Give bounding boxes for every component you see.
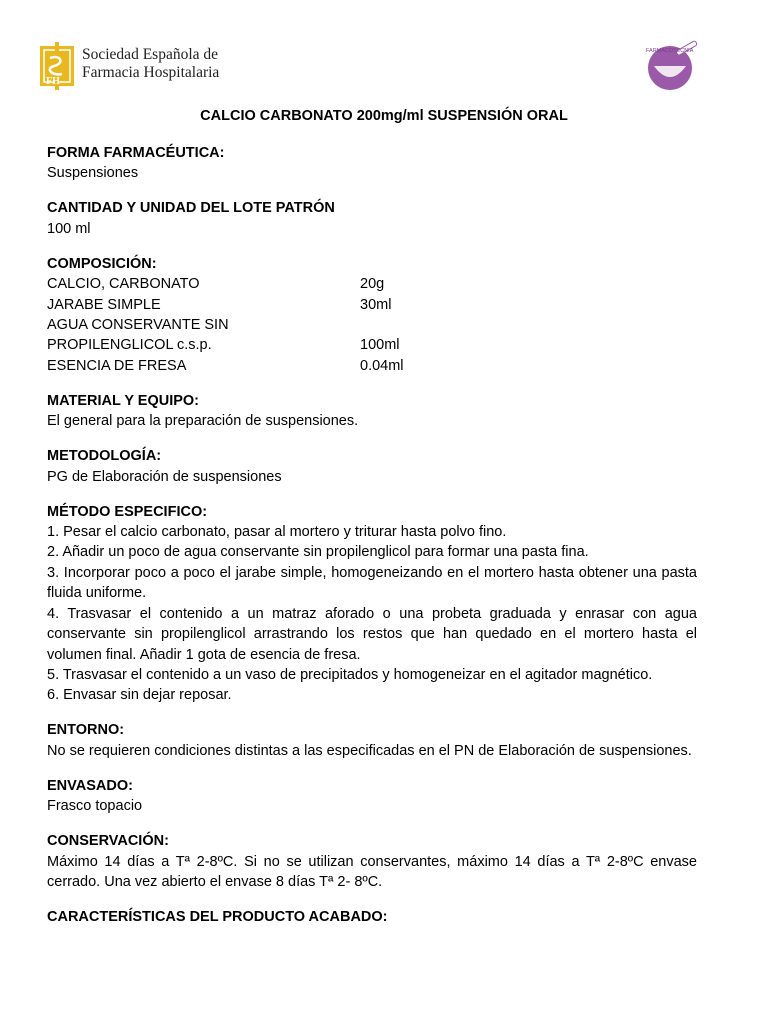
- section-composicion: [47, 254, 697, 376]
- section-text: No se requieren condiciones distintas a las especificadas en el PN de Elaboración de suspensiones.: [47, 742, 692, 759]
- svg-text:FH: FH: [46, 76, 60, 87]
- section-metodologia: [47, 446, 697, 487]
- organization-name: [82, 46, 219, 82]
- ingredient-name: AGUA CONSERVANTE SIN: [47, 317, 229, 334]
- composition-row: [47, 295, 697, 315]
- section-metodo: [47, 502, 697, 706]
- section-heading: MÉTODO ESPECIFICO:: [47, 503, 208, 520]
- section-material: [47, 391, 697, 432]
- document-title: CALCIO CARBONATO 200mg/ml SUSPENSIÓN ORAL: [200, 108, 568, 124]
- section-cantidad: [47, 198, 697, 239]
- ingredient-quantity: 20g: [360, 276, 385, 293]
- method-step: 5. Trasvasar el contenido a un vaso de precipitados y homogeneizar en el agitador magnético.: [47, 666, 653, 683]
- ingredient-name: ESENCIA DE FRESA: [47, 357, 187, 374]
- sefh-seal-icon: [38, 40, 78, 92]
- section-text: PG de Elaboración de suspensiones: [47, 468, 282, 485]
- section-heading: CONSERVACIÓN:: [47, 833, 169, 850]
- ingredient-name: JARABE SIMPLE: [47, 296, 161, 313]
- section-envasado: [47, 776, 697, 817]
- farmacotecnia-logo: [640, 40, 704, 92]
- composition-row: [47, 356, 697, 376]
- org-name-line2: Farmacia Hospitalaria: [82, 64, 220, 81]
- document-body: [47, 143, 697, 942]
- section-entorno: [47, 720, 697, 761]
- org-name-line1: Sociedad Española de: [82, 46, 219, 63]
- method-step: 4. Trasvasar el contenido a un matraz aforado o una probeta graduada y enrasar con agua conservante sin propilenglicol arrastrando los restos que han quedado en el mortero hasta el volumen final. Añadir 1 gota de esencia de fresa.: [47, 605, 697, 663]
- sefh-logo: [38, 40, 228, 92]
- ingredient-name: CALCIO, CARBONATO: [47, 276, 200, 293]
- section-text: El general para la preparación de suspensiones.: [47, 413, 359, 430]
- section-heading: ENTORNO:: [47, 722, 125, 739]
- section-forma: [47, 143, 697, 184]
- section-text: Máximo 14 días a Tª 2-8ºC. Si no se utilizan conservantes, máximo 14 días a Tª 2-8ºC envase cerrado. Una vez abierto el envase 8 días Tª 2- 8ºC.: [47, 853, 697, 890]
- composition-row: [47, 274, 697, 294]
- method-step: 6. Envasar sin dejar reposar.: [47, 687, 232, 704]
- section-text: Frasco topacio: [47, 798, 143, 815]
- section-heading: CARACTERÍSTICAS DEL PRODUCTO ACABADO:: [47, 908, 388, 925]
- section-heading: FORMA FARMACÉUTICA:: [47, 145, 225, 161]
- section-text: 100 ml: [47, 220, 91, 237]
- svg-text:FARMACOTECNIA: FARMACOTECNIA: [646, 48, 694, 54]
- ingredient-quantity: 0.04ml: [360, 357, 404, 374]
- composition-row: [47, 315, 697, 335]
- method-step: 2. Añadir un poco de agua conservante sin propilenglicol para formar una pasta fina.: [47, 544, 589, 561]
- section-heading: ENVASADO:: [47, 777, 133, 794]
- ingredient-quantity: 100ml: [360, 337, 400, 354]
- section-heading: CANTIDAD Y UNIDAD DEL LOTE PATRÓN: [47, 200, 335, 217]
- composition-row: [47, 335, 697, 355]
- section-heading: METODOLOGÍA:: [47, 448, 162, 465]
- section-heading: MATERIAL Y EQUIPO:: [47, 392, 200, 409]
- method-step: 1. Pesar el calcio carbonato, pasar al mortero y triturar hasta polvo fino.: [47, 524, 507, 541]
- mortar-pestle-icon: [640, 40, 704, 92]
- section-text: Suspensiones: [47, 165, 139, 182]
- section-conservacion: [47, 831, 697, 892]
- section-heading: COMPOSICIÓN:: [47, 255, 157, 272]
- ingredient-name: PROPILENGLICOL c.s.p.: [47, 337, 212, 354]
- section-caracteristicas: [47, 907, 697, 927]
- method-step: 3. Incorporar poco a poco el jarabe simple, homogeneizando en el mortero hasta obtener una pasta fluida uniforme.: [47, 564, 697, 602]
- ingredient-quantity: 30ml: [360, 296, 392, 313]
